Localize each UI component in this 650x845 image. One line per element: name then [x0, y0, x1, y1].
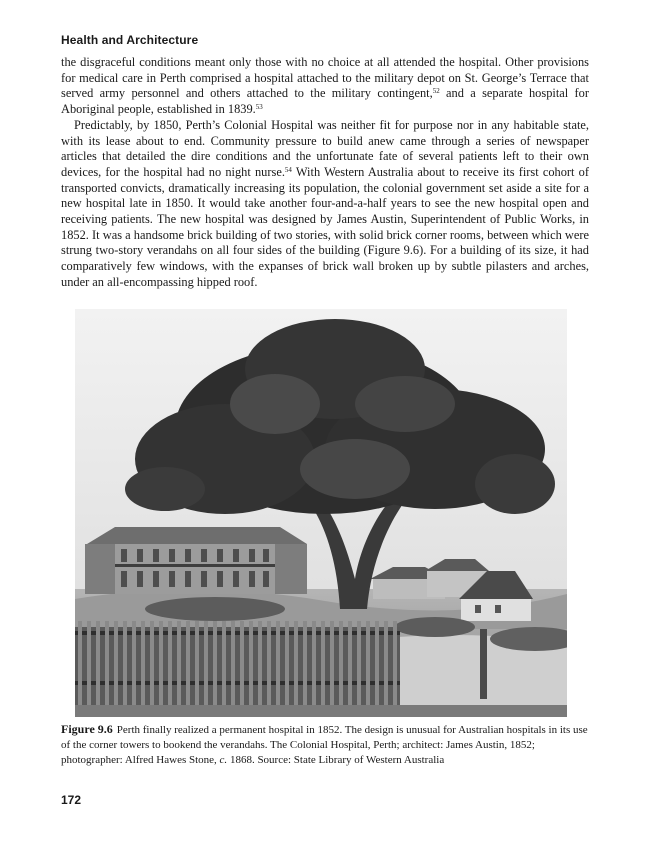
- caption-text-b: 1868. Source: State Library of Western Australia: [227, 754, 445, 767]
- caption-text-a: Perth finally realized a permanent hospital in 1852. The design is unusual for Australian hospitals in its use of the corner towers to bookend the verandahs. The Colonial Hospital, Perth; architect: James Austin, 1852; photographer: Alfred Hawes Stone,: [61, 724, 588, 767]
- footnote-ref-53: 53: [255, 103, 263, 112]
- body-text: [61, 55, 589, 291]
- figure-caption: [61, 722, 589, 769]
- paragraph-1-text-b: and a separate hospital for Aboriginal people, established in 1839.: [61, 86, 589, 117]
- fence-post: [480, 629, 487, 699]
- figure-photograph: [75, 309, 567, 717]
- hospital-building: [85, 527, 307, 594]
- paragraph-2: [61, 118, 589, 291]
- running-head: Health and Architecture: [61, 33, 199, 47]
- paragraph-1-text-a: the disgraceful conditions meant only those with no choice at all attended the hospital. Other provisions for medical care in Perth comprised a hospital attached to the military depot on St. George’s Terrace that served army personnel and others attached to the military contingent,: [61, 55, 589, 101]
- picket-fence: [75, 621, 400, 707]
- paragraph-1: [61, 55, 589, 118]
- figure-label: Figure 9.6: [61, 722, 113, 736]
- caption-circa: c.: [219, 754, 228, 767]
- footnote-ref-54: 54: [284, 165, 292, 174]
- hospital-photograph: [75, 309, 567, 717]
- paragraph-2-text-b: With Western Australia about to receive its first cohort of transported convicts, dramatically increasing its population, the colonial government set aside a site for a new hospital late in 1850. It would take another four-and-a-half years to see the new hospital open and receiving patients. The new hospital was designed by James Austin, Superintendent of Public Works, in 1852. It was a handsome brick building of two stories, with solid brick corner rooms, between which were strung two-story verandahs on all four sides of the building (Figure 9.6). For a building of its size, it had comparatively few windows, with the expanses of brick wall broken up by subtle pilasters and arches, under an all-encompassing hipped roof.: [61, 164, 589, 289]
- footnote-ref-52: 52: [432, 87, 440, 96]
- page-number: 172: [61, 793, 82, 807]
- paragraph-2-text-a: Predictably, by 1850, Perth’s Colonial Hospital was neither fit for purpose nor in any habitable state, with its lease about to end. Community pressure to build anew came through a series of newspaper articles that detailed the dire conditions and the unfortunate fate of several patients left to their own devices, for the hospital had no night nurse.: [61, 117, 589, 179]
